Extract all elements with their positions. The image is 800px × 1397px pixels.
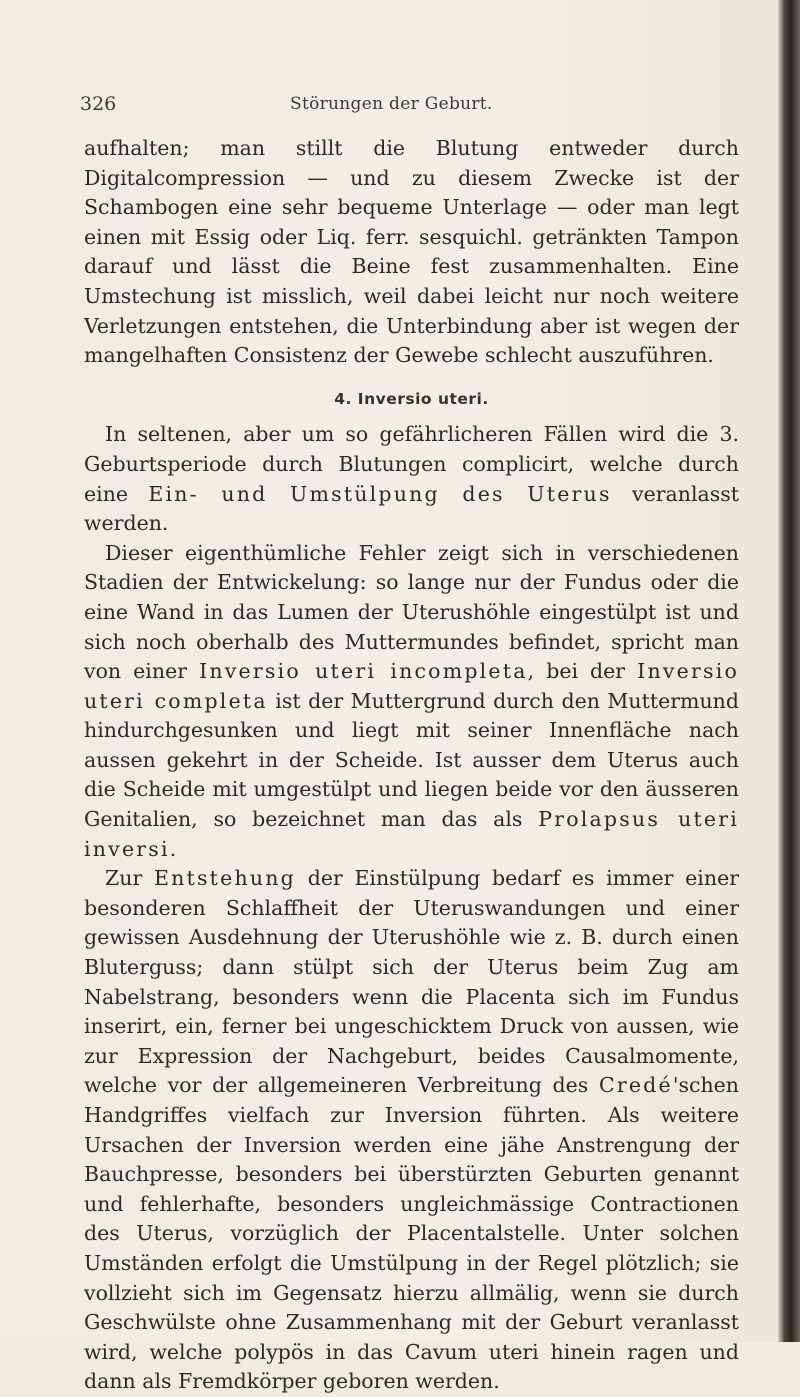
text-run: veranlasst werden. <box>84 481 740 536</box>
emphasis-term: Inversio uteri completa <box>84 659 739 713</box>
emphasis-term: Ein- und Umstülpung des Uterus <box>148 481 612 506</box>
text-run: In seltenen, aber um so gefährlicheren Fällen wird die 3. Geburtsperiode durch Blutungen complicirt, welche durch eine <box>84 422 739 506</box>
emphasis-term: Inversio uteri incompleta <box>199 659 528 684</box>
text-run: 'schen Handgriffes vielfach zur Inversion führten. Als weitere Ursachen der Inversion werden eine jähe Anstrengung der Bauchpresse, besonders bei überstürzten Geburten genannt und fehlerhafte, besonders ungleichmässige Contractionen des Uterus, vorzüglich der Placentalstelle. Unter solchen Umständen erfolgt die Umstülpung in der Regel plötzlich; sie vollzieht sich im Gegensatz hierzu allmälig, wenn sie durch Geschwülste ohne Zusammenhang mit der Geburt veranlasst wird, welche polypös in das Cavum uteri hinein ragen und dann als Fremdkörper geboren werden. <box>84 1073 739 1394</box>
text-run: . <box>169 836 177 861</box>
paragraph-continuation: aufhalten; man stillt die Blutung entweder durch Digitalcompression — und zu diesem Zwecke ist der Schambogen eine sehr bequeme Unterlage — oder man legt einen mit Essig oder Liq. ferr. sesquichl. getränkten Tampon darauf und lässt die Beine fest zusammenhalten. Eine Umstechung ist misslich, weil dabei leicht nur noch weitere Verletzungen entstehen, die Unterbindung aber ist wegen der mangelhaften Consistenz der Gewebe schlecht auszuführen. <box>84 136 739 368</box>
text-run: ist der Muttergrund durch den Muttermund hindurchgesunken und liegt mit seiner Innenfläche nach aussen gekehrt in der Scheide. Ist ausser dem Uterus auch die Scheide mit umgestülpt und liegen beide vor den äusseren Genitalien, so bezeichnet man das als <box>84 688 739 832</box>
paragraph-stages <box>84 539 739 865</box>
paragraph-intro <box>84 420 739 538</box>
emphasis-term: Entstehung <box>153 866 296 891</box>
text-run: , bei der <box>527 659 638 684</box>
text-run: der Einstülpung bedarf es immer einer besonderen Schlaffheit der Uteruswandungen und einer gewissen Ausdehnung der Uterushöhle wie z. B. durch einen Bluterguss; dann stülpt sich der Uterus beim Zug am Nabelstrang, besonders wenn die Placenta sich im Fundus inserirt, ein, ferner bei ungeschicktem Druck von aussen, wie zur Expression der Nachgeburt, beides Causalmomente, welche vor der allgemeineren Verbreitung des <box>84 866 739 1098</box>
page-edge-shadow <box>778 0 800 1342</box>
text-run: Zur <box>105 866 154 891</box>
text-run: Dieser eigenthümliche Fehler zeigt sich in verschiedenen Stadien der Entwickelung: so lange nur der Fundus oder die eine Wand in das Lumen der Uterushöhle eingestülpt ist und sich noch oberhalb des Muttermundes befindet, spricht man von einer <box>84 540 739 684</box>
page-number: 326 <box>80 93 117 115</box>
body-text <box>84 134 739 1397</box>
page-header <box>80 93 720 121</box>
emphasis-name: Credé <box>598 1073 673 1098</box>
emphasis-term: Prolapsus uteri inversi <box>84 807 739 861</box>
running-title: Störungen der Geburt. <box>290 94 493 114</box>
paragraph-causes <box>84 864 739 1397</box>
section-heading: 4. Inversio uteri. <box>334 389 489 408</box>
